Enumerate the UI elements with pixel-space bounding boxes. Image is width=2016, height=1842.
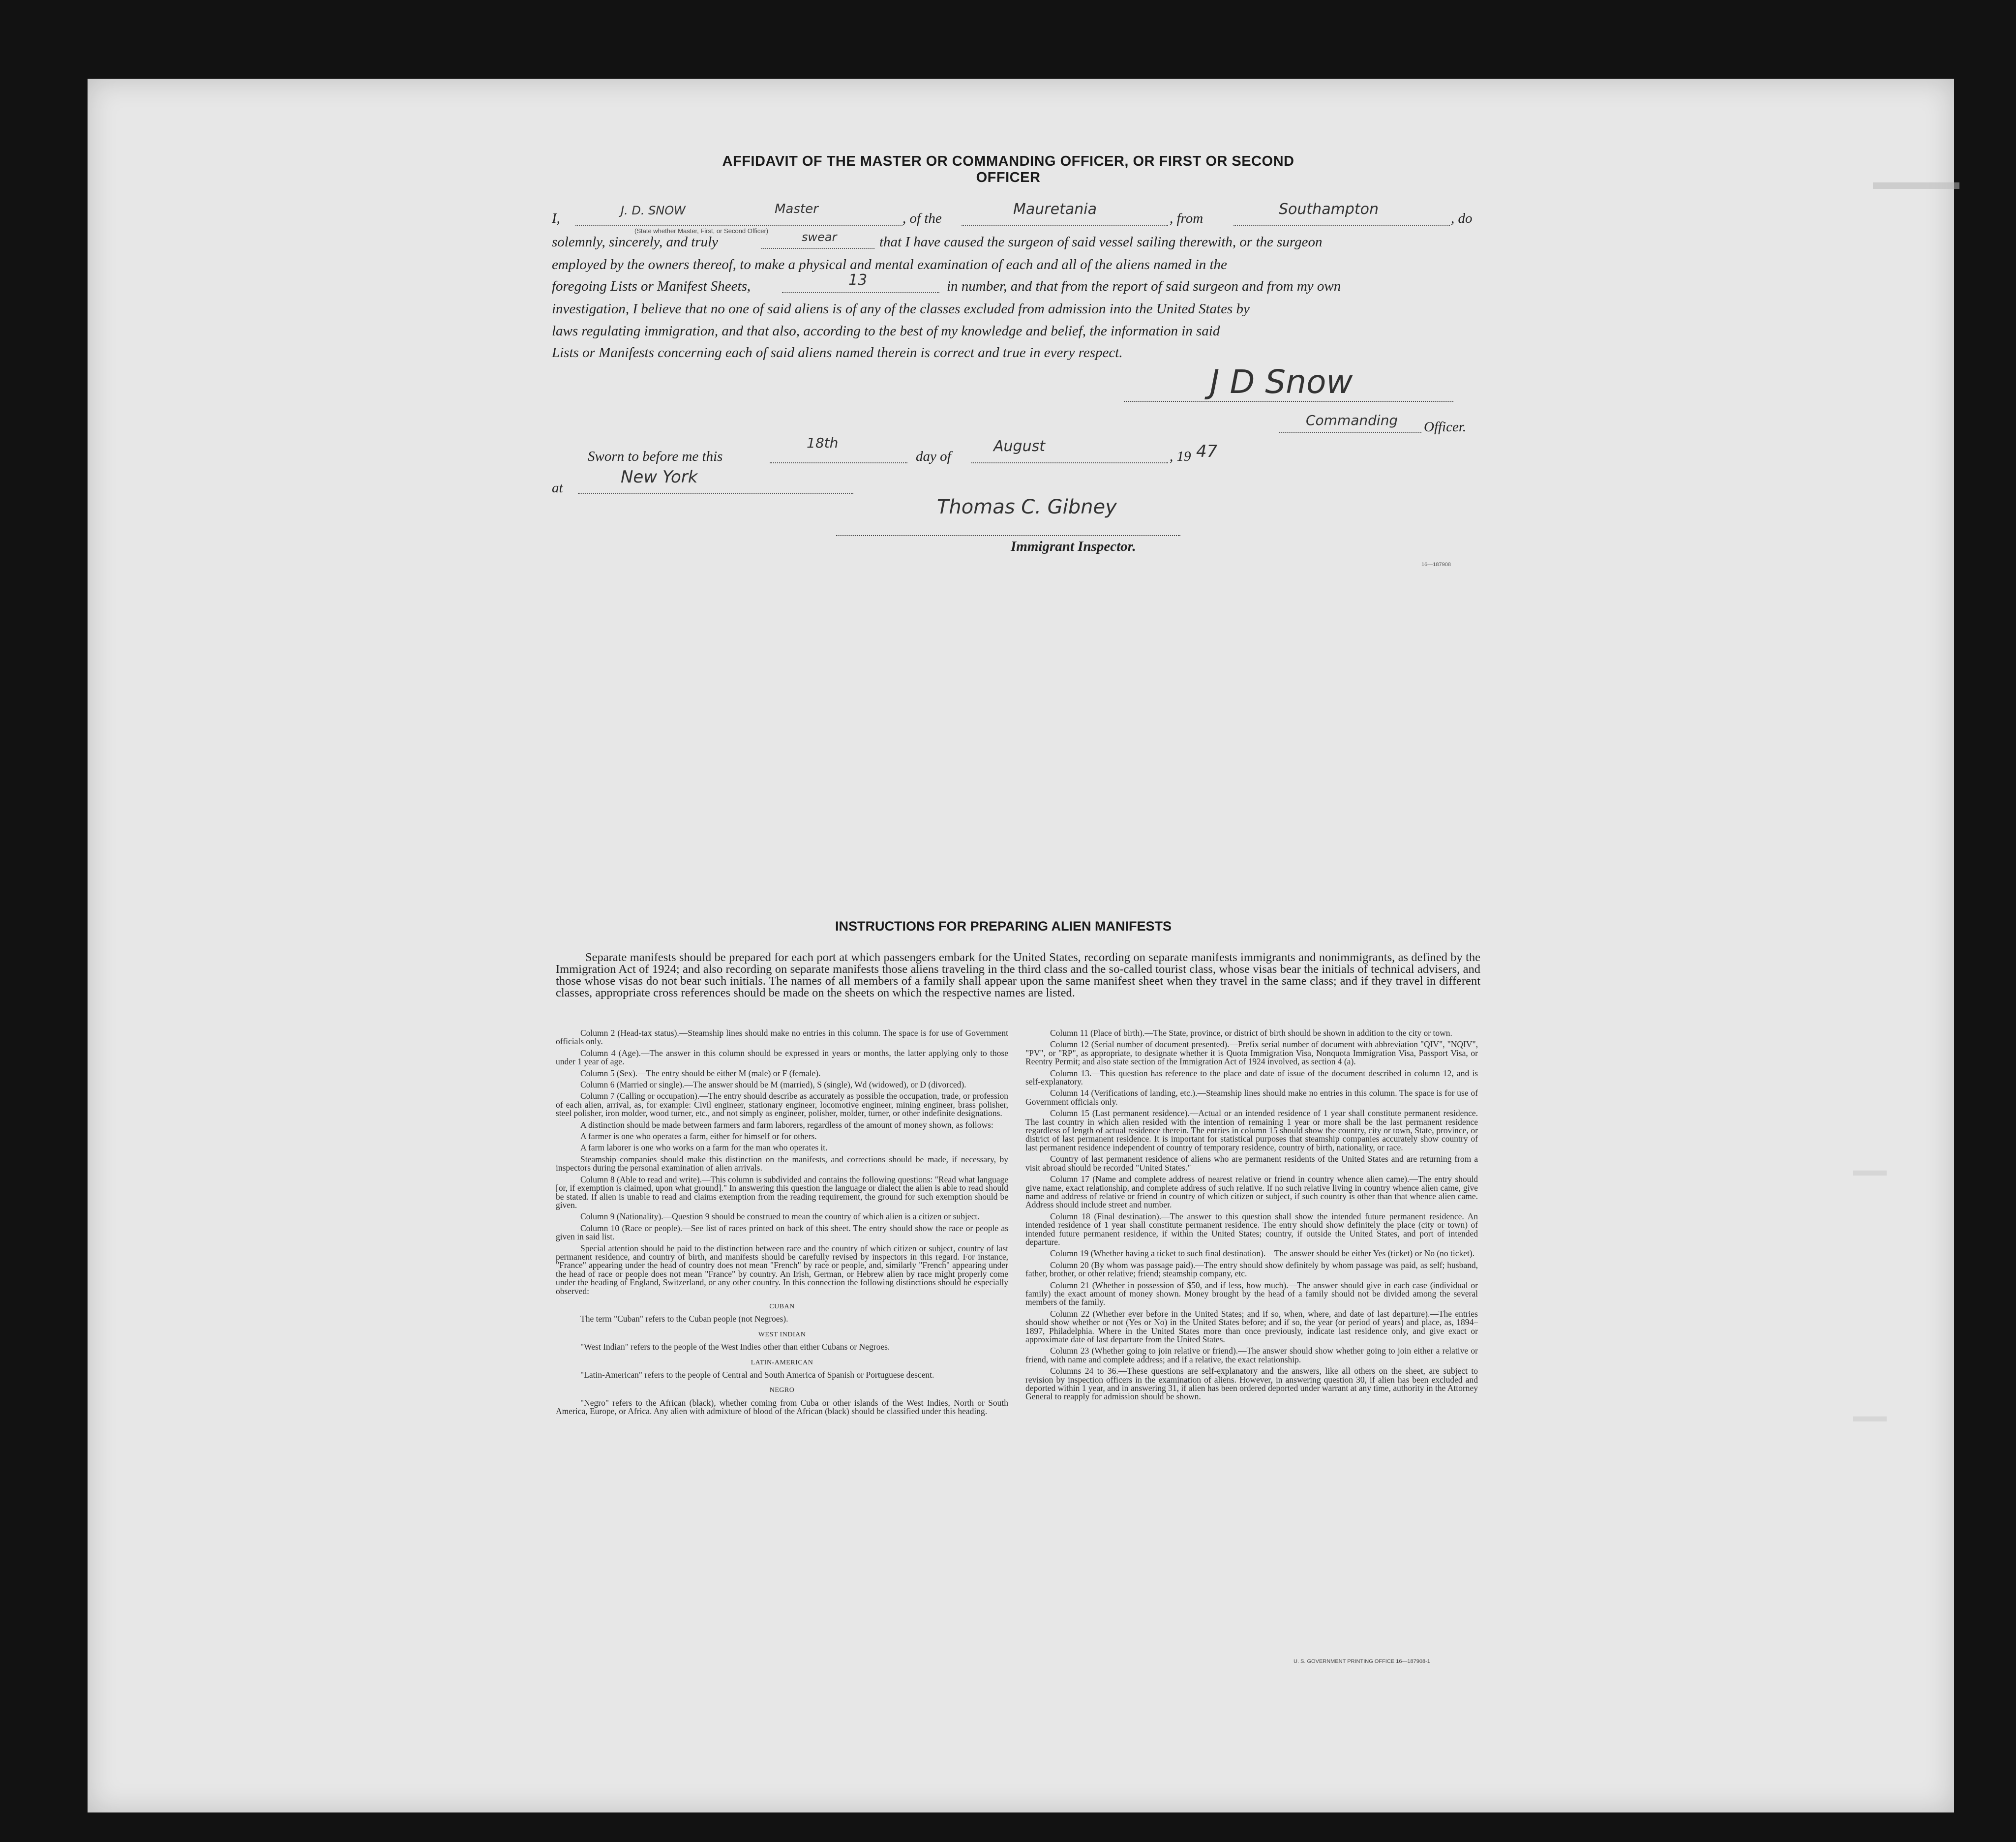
affidavit-text: that I have caused the surgeon of said vessel sailing therewith, or the surgeon: [879, 234, 1323, 250]
instruction-paragraph: Columns 24 to 36.—These questions are self-explanatory and the answers, like all others on the sheet, are subject to revision by inspection officers in the examination of aliens. However, in answering question 30, if alien has been excluded and deported within 1 year, and in answering 31, if alien has been ordered deported under warrant at any time, authority in the Attorney General to reapply for admission should be shown.: [1025, 1366, 1478, 1402]
affidavit-text: laws regulating immigration, and that also, according to the best of my knowledge and belief, the information in said: [552, 323, 1220, 339]
instruction-paragraph: "West Indian" refers to the people of the West Indies other than either Cubans or Negroes.: [580, 1342, 890, 1352]
section-heading: NEGRO: [769, 1387, 795, 1394]
instruction-paragraph: Country of last permanent residence of aliens who are permanent residents of the United States and are returning from a visit abroad should be recorded "United States.": [1025, 1154, 1478, 1173]
sworn-text: Sworn to before me this: [588, 449, 723, 464]
instruction-paragraph: "Negro" refers to the African (black), whether coming from Cuba or other islands of the West Indies, North or South America, Europe, or Africa. Any alien with admixture of blood of the African (black) should be classified under this heading.: [556, 1397, 1008, 1417]
instruction-paragraph: Column 14 (Verifications of landing, etc.).—Steamship lines should make no entries in this column. The space is for use of Government officials only.: [1025, 1088, 1478, 1107]
day-blank: [770, 462, 907, 463]
officer-label: Officer.: [1424, 419, 1467, 435]
printer-imprint: U. S. GOVERNMENT PRINTING OFFICE 16—187908-1: [1294, 1659, 1430, 1664]
instruction-paragraph: Column 23 (Whether going to join relative or friend).—The answer should show whether going to join either a relative or friend, with name and complete address; and if a relative, the exact relationship.: [1025, 1346, 1478, 1364]
instruction-paragraph: Column 10 (Race or people).—See list of races printed on back of this sheet. The entry should show the race or people as given in said list.: [556, 1223, 1008, 1242]
inspector-label: Immigrant Inspector.: [1011, 539, 1136, 554]
section-heading: WEST INDIAN: [758, 1330, 806, 1338]
oath-handwritten: swear: [802, 230, 837, 244]
form-code: 16—187908: [1421, 562, 1451, 568]
sheets-handwritten: 13: [848, 272, 868, 289]
instruction-paragraph: The term "Cuban" refers to the Cuban people (not Negroes).: [580, 1314, 788, 1324]
instruction-paragraph: Column 19 (Whether having a ticket to such final destination).—The answer should be either Yes (ticket) or No (no ticket).: [1050, 1248, 1475, 1259]
port-handwritten: Southampton: [1279, 201, 1379, 218]
affidavit-text: foregoing Lists or Manifest Sheets,: [552, 278, 751, 294]
inspector-signature: Thomas C. Gibney: [937, 496, 1117, 518]
instruction-paragraph: Column 5 (Sex).—The entry should be either M (male) or F (female).: [580, 1068, 821, 1078]
affidavit-title: AFFIDAVIT OF THE MASTER OR COMMANDING OFFICER, OR FIRST OR SECOND OFFICER: [722, 153, 1294, 185]
year-handwritten: 47: [1196, 442, 1218, 461]
officer-rank-handwritten: Master: [775, 202, 818, 216]
affidavit-text: I,: [552, 211, 560, 226]
instructions-intro: Separate manifests should be prepared for each port at which passengers embark for the United States, recording on separate manifests immigrants and nonimmigrants, as defined by the Immigration Act of 1924; and also recording on separate manifests those aliens traveling in the third class and the so-called tourist class, whose visas bear the initials of technical advisers, and those whose visas do not bear such initials. The names of all members of a family shall appear upon the same manifest sheet when they travel in the same class; and if they travel in different classes, appropriate cross references should be made on the sheets on which the respective names are listed.: [556, 951, 1480, 999]
signature-line: [1124, 401, 1453, 402]
instruction-paragraph: Column 2 (Head-tax status).—Steamship lines should make no entries in this column. The space is for use of Government officials only.: [556, 1028, 1008, 1047]
bleed-through-mark: ▬▬▬▬: [1873, 170, 1959, 194]
at-label: at: [552, 480, 563, 496]
sworn-text: , 19: [1170, 449, 1191, 464]
instruction-paragraph: Column 21 (Whether in possession of $50, and if less, how much).—The answer should give in each case (individual or family) the exact amount of money shown. Money brought by the head of a family should not be divided among the several members of the family.: [1025, 1280, 1478, 1307]
affidavit-text: investigation, I believe that no one of said aliens is of any of the classes excluded from admission into the United States by: [552, 301, 1250, 317]
affidavit-text: , of the: [903, 211, 942, 226]
place-blank: [578, 493, 853, 494]
vessel-blank: [962, 225, 1168, 226]
instruction-paragraph: Column 11 (Place of birth).—The State, province, or district of birth should be shown in addition to the city or town.: [1050, 1028, 1452, 1038]
sworn-text: day of: [916, 449, 951, 464]
affidavit-text: Lists or Manifests concerning each of said aliens named therein is correct and true in every respect.: [552, 345, 1123, 361]
officer-name-blank: [575, 225, 903, 226]
inspector-signature-line: [836, 535, 1180, 536]
affidavit-text: , from: [1170, 211, 1204, 226]
commanding-handwritten: Commanding: [1306, 412, 1398, 428]
sheets-blank: [782, 292, 939, 293]
month-blank: [971, 462, 1168, 463]
officer-name-handwritten: J. D. SNOW: [621, 204, 686, 217]
instruction-paragraph: "Latin-American" refers to the people of Central and South America of Spanish or Portuguese descent.: [580, 1370, 934, 1380]
bleed-through-mark: ▬▬: [1853, 1407, 1887, 1425]
instruction-paragraph: Column 13.—This question has reference to the place and date of issue of the document described in column 12, and is self-explanatory.: [1025, 1068, 1478, 1087]
instruction-paragraph: Column 8 (Able to read and write).—This column is subdivided and contains the following questions: "Read what language [or, if exemption is claimed, upon what ground]." In answering this question the language or dialect the alien is able to read should be stated. If alien is unable to read and claims exemption from the reading requirement, the ground for such exemption should be given.: [556, 1174, 1008, 1210]
rank-note: (State whether Master, First, or Second Officer): [634, 227, 769, 235]
bleed-through-mark: ▬▬: [1853, 1161, 1887, 1179]
instruction-paragraph: Column 15 (Last permanent residence).—Actual or an intended residence of 1 year shall constitute permanent residence. The last country in which alien resided with the intention of remaining 1 year or more shall be the last permanent residence regardless of length of actual residence therein. The entries in column 15 should show the country, city or town, State, province, or district of last permanent residence. It is important for statistical purposes that steamship companies accurately show country of last permanent residence independent of country of temporary residence, country of birth, nationality, or race.: [1025, 1108, 1478, 1152]
section-heading: LATIN-AMERICAN: [751, 1359, 813, 1366]
instruction-paragraph: Column 22 (Whether ever before in the United States; and if so, when, where, and date of last departure).—The entries should show whether or not (Yes or No) in the United States before; and if so, the year (or period of years) and place, as, 1894–1897, Philadelphia. Where in the United States more than once previously, indicate last residence only, and give exact or approximate date of last departure from the United States.: [1025, 1308, 1478, 1344]
instruction-paragraph: Column 7 (Calling or occupation).—The entry should describe as accurately as possible the occupation, trade, or profession of each alien, arrival, as, for example: Civil engineer, stationary engineer, locomotive engineer, mining engineer, brass polisher, steel polisher, iron molder, wood turner, etc., and not simply as engineer, polisher, molder, turner, or other indefinite designations.: [556, 1091, 1008, 1118]
instruction-paragraph: Column 17 (Name and complete address of nearest relative or friend in country whence alien came).—The entry should give name, exact relationship, and complete address of such relative. If no such relative living in country whence alien came, give name and address of relative or friend in country of which citizen or subject, if such country is other than that whence alien came. Address should include street and number.: [1025, 1174, 1478, 1210]
instruction-paragraph: Steamship companies should make this distinction on the manifests, and corrections should be made, if necessary, by inspectors during the personal examination of alien arrivals.: [556, 1154, 1008, 1173]
officer-title-blank: [1279, 432, 1421, 433]
instructions-right-column: [1025, 1029, 1478, 1404]
instructions-title: INSTRUCTIONS FOR PREPARING ALIEN MANIFESTS: [835, 919, 1172, 934]
port-blank: [1234, 225, 1450, 226]
instruction-paragraph: Column 12 (Serial number of document presented).—Prefix serial number of document with abbreviation "QIV", "NQIV", "PV", or "RP", as appropriate, to designate whether it is Quota Immigration Visa, Nonquota Immigration Visa, Passport Visa, or Reentry Permit; and also state section of the Immigration Act of 1924 involved, as section 4 (a).: [1025, 1039, 1478, 1067]
vessel-handwritten: Mauretania: [1013, 201, 1097, 218]
instruction-paragraph: A farm laborer is one who works on a farm for the man who operates it.: [580, 1143, 828, 1153]
instruction-paragraph: Column 6 (Married or single).—The answer should be M (married), S (single), Wd (widowed), or D (divorced).: [580, 1080, 966, 1090]
affidavit-text: , do: [1451, 211, 1473, 226]
month-handwritten: August: [993, 438, 1045, 455]
instruction-paragraph: Special attention should be paid to the distinction between race and the country of which citizen or subject, country of last permanent residence, and country of birth, and manifests should be carefully revised by inspectors in this regard. For instance, "France" appearing under the head of country does not mean "French" by race or people, and, similarly "French" appearing under the head of race or people does not mean "France" by country. An Irish, German, or Hebrew alien by race might properly come under the heading of England, Switzerland, or any other country. In this connection the following distinctions should be especially observed:: [556, 1243, 1008, 1296]
place-handwritten: New York: [621, 467, 698, 487]
section-heading: CUBAN: [769, 1302, 795, 1310]
oath-blank: [761, 248, 874, 249]
affidavit-text: solemnly, sincerely, and truly: [552, 234, 719, 250]
officer-signature: J D Snow: [1210, 363, 1353, 401]
instruction-paragraph: Column 4 (Age).—The answer in this column should be expressed in years or months, the latter applying only to those under 1 year of age.: [556, 1048, 1008, 1067]
instruction-paragraph: Column 18 (Final destination).—The answer to this question shall show the intended future permanent residence. An intended residence of 1 year shall constitute permanent residence. The entry should show definitely the place (city or town) of intended future permanent residence, if within the United States; country, if outside the United States, and port of intended departure.: [1025, 1211, 1478, 1247]
instruction-paragraph: Column 20 (By whom was passage paid).—The entry should show definitely by whom passage was paid, as self; husband, father, brother, or other relative; friend; steamship company, etc.: [1025, 1260, 1478, 1279]
affidavit-text: in number, and that from the report of said surgeon and from my own: [947, 278, 1341, 294]
affidavit-text: employed by the owners thereof, to make a physical and mental examination of each and all of the aliens named in the: [552, 257, 1227, 272]
instruction-paragraph: A distinction should be made between farmers and farm laborers, regardless of the amount of money shown, as follows:: [580, 1119, 993, 1130]
instructions-left-column: [556, 1029, 1008, 1419]
day-handwritten: 18th: [807, 435, 839, 451]
instruction-paragraph: Column 9 (Nationality).—Question 9 should be construed to mean the country of which alien is a citizen or subject.: [580, 1211, 980, 1222]
instruction-paragraph: A farmer is one who operates a farm, either for himself or for others.: [580, 1131, 817, 1142]
